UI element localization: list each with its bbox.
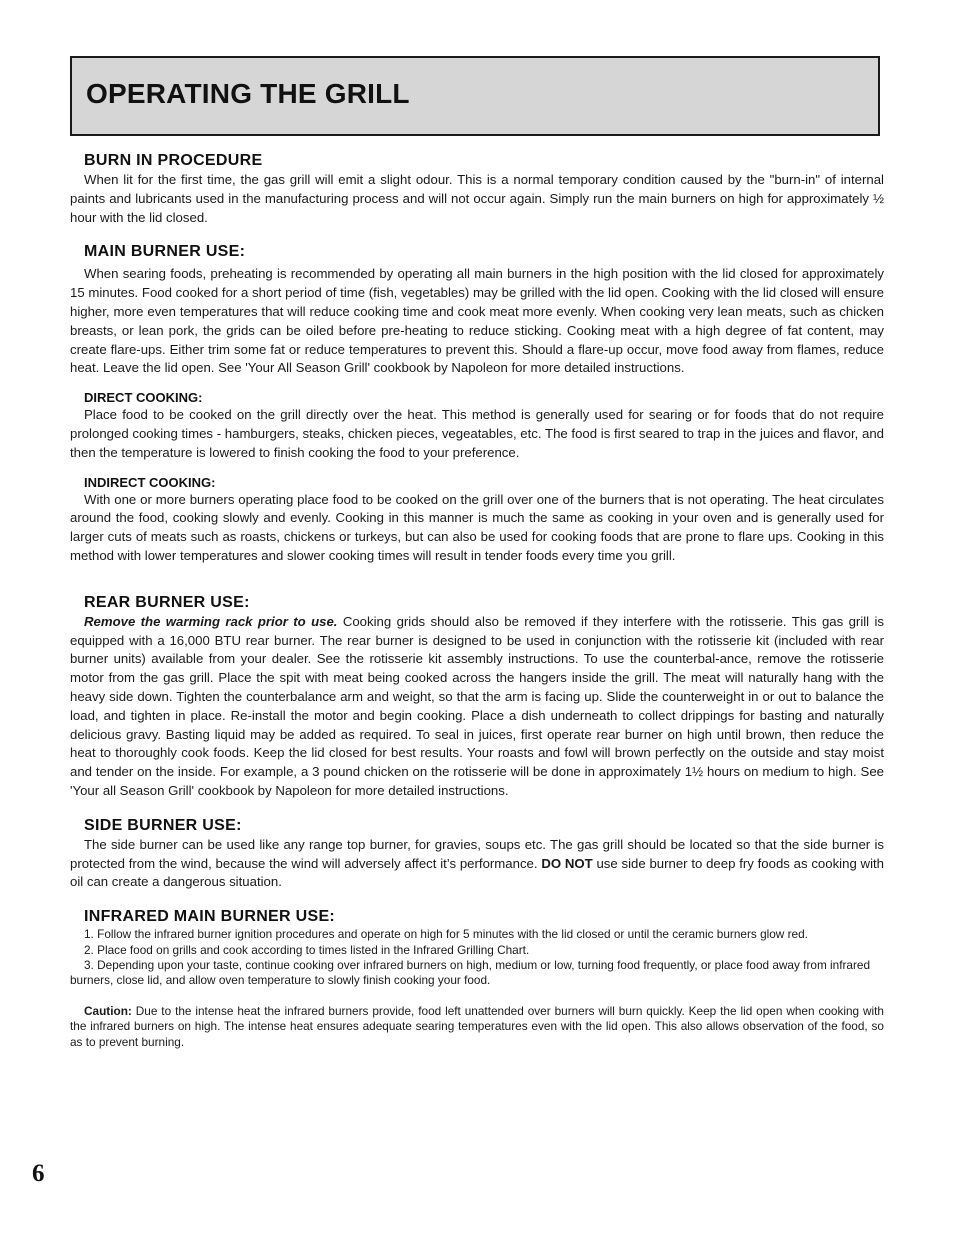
section-rear-burner: [70, 594, 884, 801]
body-text: The side burner can be used like any range top burner, for gravies, soups etc. The gas grill should be located so that the side burner is protected from the wind, because the wind will adversely affect it’s performance.: [70, 836, 884, 871]
body-text: use side burner to deep fry foods as cooking with oil can create a dangerous situation.: [70, 855, 884, 890]
section-infrared: [70, 908, 884, 1050]
page-number: 6: [32, 1160, 45, 1187]
step-item: 2. Place food on grills and cook according to times listed in the Infrared Grilling Chart.: [84, 942, 530, 957]
section-paragraph: Place food to be cooked on the grill directly over the heat. This method is generally used for searing or for foods that do not require prolonged cooking times - hamburgers, steaks, chicken pieces, vegeatables, etc. The food is first seared to trap in the juices and flavor, and then the temperature is lowered to finish cooking the food to your preference.: [70, 407, 884, 460]
caution-note: [70, 1004, 884, 1050]
warning-text: DO NOT: [541, 855, 593, 871]
title-banner: [70, 56, 880, 136]
section-heading: SIDE BURNER USE:: [84, 816, 242, 834]
page-title: OPERATING THE GRILL: [86, 78, 410, 109]
section-paragraph: [70, 836, 884, 892]
emphasis-text: Remove the warming rack prior to use.: [84, 613, 338, 629]
section-heading: MAIN BURNER USE:: [84, 243, 246, 261]
document-body: [70, 152, 884, 1050]
caution-label: Caution:: [84, 1003, 132, 1018]
section-side-burner: [70, 817, 884, 892]
step-item: 1. Follow the infrared burner ignition procedures and operate on high for 5 minutes with the lid closed or until the ceramic burners glow red.: [84, 927, 808, 942]
section-heading: BURN IN PROCEDURE: [84, 152, 263, 169]
section-burn-in: [70, 152, 884, 227]
section-paragraph: When searing foods, preheating is recommended by operating all main burners in the high position with the lid closed for approximately 15 minutes. Food cooked for a short period of time (fish, vegetables) may be grilled with the lid open. Cooking with the lid closed will ensure higher, more even temperatures that will reduce cooking time and cook meat more evenly. When cooking very lean meats, such as chicken breasts, or lean pork, the grids can be oiled before pre-heating to reduce sticking. Cooking meat with a high degree of fat content, may create flare-ups. Either trim some fat or reduce temperatures to prevent this. Should a flare-up occur, move food away from flames, reduce heat. Leave the lid open. See 'Your All Season Grill' cookbook by Napoleon for more detailed instructions.: [70, 266, 884, 376]
subsection-heading: DIRECT COOKING:: [84, 390, 203, 406]
section-paragraph: [70, 613, 884, 801]
step-item: 3. Depending upon your taste, continue cooking over infrared burners on high, medium or low, turning food frequently, or place food away from infrared burners, close lid, and allow oven temperature to slowly finish cooking your food.: [70, 957, 871, 988]
section-heading: REAR BURNER USE:: [84, 593, 250, 611]
section-paragraph: With one or more burners operating place food to be cooked on the grill over one of the burners that is not operating. The heat circulates around the food, cooking slowly and evenly. Cooking in this manner is much the same as cooking in your oven and is generally used for larger cuts of meats such as roasts, chickens or turkeys, but can also be used for cooking foods that are prone to flare ups. Cooking in this method with lower temperatures and slower cooking times will result in tender foods every time you grill.: [70, 491, 884, 563]
section-main-burner: [70, 243, 884, 565]
section-paragraph: When lit for the first time, the gas grill will emit a slight odour. This is a normal temporary condition caused by the "burn-in" of internal paints and lubricants used in the manufacturing process and will not occur again. Simply run the main burners on high for approximately ½ hour with the lid closed.: [70, 172, 884, 225]
caution-text: Due to the intense heat the infrared burners provide, food left unattended over burners will burn quickly. Keep the lid open when cooking with the infrared burners on high. The intense heat ensures adequate searing temperatures even with the lid open. This also allows observation of the food, so as to prevent burning.: [70, 1003, 884, 1049]
section-heading: INFRARED MAIN BURNER USE:: [84, 908, 336, 926]
subsection-heading: INDIRECT COOKING:: [84, 474, 216, 490]
body-text: Cooking grids should also be removed if they interfere with the rotisserie. This gas grill is equipped with a 16,000 BTU rear burner. The rear burner is designed to be used in conjunction with the rotisserie kit (included with rear burner units) available from your dealer. See the rotisserie kit assembly instructions. To use the counterbal-ance, remove the rotisserie motor from the gas grill. Place the spit with meat being cooked across the hangers inside the grill. The meat will naturally hang with the heavy side down. Tighten the counterbalance arm and weight, so that the arm is facing up. Slide the counterweight in or out to balance the load, and tighten in place. Re-install the motor and begin cooking. Place a dish underneath to collect drippings for basting and naturally delicious gravy. Basting liquid may be added as required. To seal in juices, first operate rear burner on high until brown, then reduce the heat to thoroughly cook foods. Keep the lid closed for best results. Your roasts and fowl will brown perfectly on the outside and stay moist and tender on the inside. For example, a 3 pound chicken on the rotisserie will be done in approximately 1½ hours on medium to high. See 'Your all Season Grill' cookbook by Napoleon for more detailed instructions.: [70, 613, 884, 798]
